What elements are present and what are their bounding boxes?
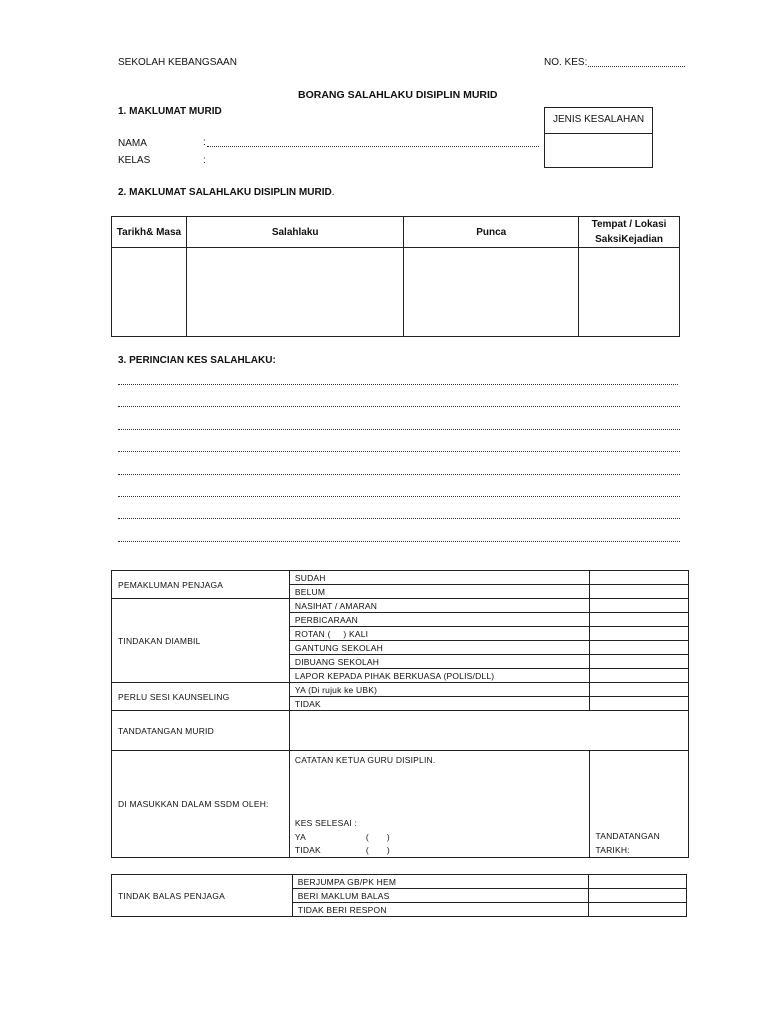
section3-title: 3. PERINCIAN KES SALAHLAKU: (118, 355, 276, 366)
col-salahlaku: Salahlaku (186, 217, 404, 248)
details-line-2[interactable] (118, 406, 680, 407)
section2-title: 2. MAKLUMAT SALAHLAKU DISIPLIN MURID. (118, 187, 335, 198)
case-number-field[interactable] (588, 66, 685, 67)
catatan-cell[interactable] (289, 751, 590, 858)
check-beri-maklum[interactable] (589, 889, 687, 903)
kes-selesai-ya: YA (294, 832, 306, 842)
option-ya-rujuk: YA (Di rujuk ke UBK) (289, 683, 590, 697)
jenis-kesalahan-label: JENIS KESALAHAN (545, 108, 652, 134)
di-masukkan-label: DI MASUKKAN DALAM SSDM OLEH: (112, 751, 290, 858)
tindak-balas-label: TINDAK BALAS PENJAGA (112, 875, 293, 917)
check-lapor[interactable] (590, 669, 689, 683)
kes-selesai-label: KES SELESAI : (294, 818, 358, 828)
check-ya-rujuk[interactable] (590, 683, 689, 697)
kes-selesai-ya-box[interactable]: ( ) (365, 832, 390, 842)
option-nasihat: NASIHAT / AMARAN (289, 599, 590, 613)
check-dibuang[interactable] (590, 655, 689, 669)
details-line-6[interactable] (118, 496, 680, 497)
check-rotan[interactable] (590, 627, 689, 641)
check-nasihat[interactable] (590, 599, 689, 613)
perlu-sesi-label: PERLU SESI KAUNSELING (112, 683, 290, 711)
option-tidak: TIDAK (289, 697, 590, 711)
tandatangan-murid-field[interactable] (289, 711, 688, 751)
jenis-kesalahan-field[interactable] (545, 134, 652, 167)
form-title: BORANG SALAHLAKU DISIPLIN MURID (298, 89, 498, 101)
check-tidak[interactable] (590, 697, 689, 711)
cell-salahlaku[interactable] (186, 248, 404, 337)
option-gantung: GANTUNG SEKOLAH (289, 641, 590, 655)
misconduct-table (111, 216, 680, 337)
col-tempat-lokasi: Tempat / Lokasi SaksiKejadian (579, 217, 680, 248)
case-number-label: NO. KES: (544, 57, 588, 68)
class-label: KELAS (118, 155, 151, 166)
school-name: SEKOLAH KEBANGSAAN (118, 57, 237, 68)
kes-selesai-tidak: TIDAK (294, 845, 321, 855)
option-dibuang: DIBUANG SEKOLAH (289, 655, 590, 669)
option-tidak-beri: TIDAK BERI RESPON (292, 903, 588, 917)
check-belum[interactable] (590, 585, 689, 599)
details-line-1[interactable] (118, 384, 678, 385)
option-belum: BELUM (289, 585, 590, 599)
tandatangan-cell[interactable] (590, 751, 689, 858)
details-line-3[interactable] (118, 429, 680, 430)
section1-title: 1. MAKLUMAT MURID (118, 106, 222, 117)
option-berjumpa: BERJUMPA GB/PK HEM (292, 875, 588, 889)
name-label: NAMA (118, 138, 147, 149)
action-table (111, 570, 689, 858)
kes-selesai-tidak-box[interactable]: ( ) (365, 845, 390, 855)
col-punca: Punca (404, 217, 579, 248)
option-rotan: ROTAN ( ) KALI (289, 627, 590, 641)
pemakluman-penjaga-label: PEMAKLUMAN PENJAGA (112, 571, 290, 599)
name-field[interactable] (207, 146, 539, 147)
check-perbicaraan[interactable] (590, 613, 689, 627)
option-lapor: LAPOR KEPADA PIHAK BERKUASA (POLIS/DLL) (289, 669, 590, 683)
check-sudah[interactable] (590, 571, 689, 585)
reply-table (111, 874, 687, 917)
catatan-label: CATATAN KETUA GURU DISIPLIN. (294, 755, 436, 765)
details-line-7[interactable] (118, 518, 680, 519)
check-gantung[interactable] (590, 641, 689, 655)
cell-tarikh-masa[interactable] (112, 248, 187, 337)
col-tarikh-masa: Tarikh& Masa (112, 217, 187, 248)
details-line-5[interactable] (118, 474, 680, 475)
tandatangan-murid-label: TANDATANGAN MURID (112, 711, 290, 751)
name-colon: : (203, 137, 206, 148)
class-colon: : (203, 155, 206, 166)
details-line-8[interactable] (118, 541, 680, 542)
cell-punca[interactable] (404, 248, 579, 337)
check-tidak-beri[interactable] (589, 903, 687, 917)
check-berjumpa[interactable] (589, 875, 687, 889)
tindakan-diambil-label: TINDAKAN DIAMBIL (112, 599, 290, 683)
jenis-kesalahan-box (544, 107, 653, 168)
tandatangan-label: TANDATANGAN (595, 831, 660, 841)
option-perbicaraan: PERBICARAAN (289, 613, 590, 627)
option-beri-maklum: BERI MAKLUM BALAS (292, 889, 588, 903)
cell-tempat-lokasi[interactable] (579, 248, 680, 337)
option-sudah: SUDAH (289, 571, 590, 585)
details-line-4[interactable] (118, 451, 680, 452)
tarikh-label: TARIKH: (595, 845, 630, 855)
